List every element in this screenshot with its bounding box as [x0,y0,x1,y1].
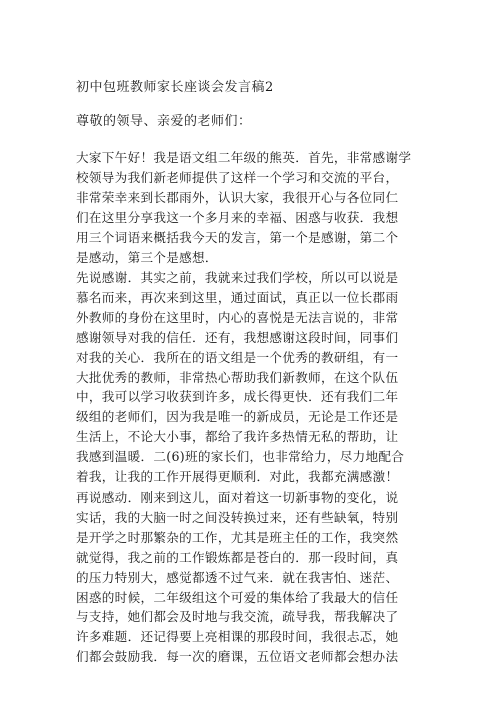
paragraph-line: 们都会鼓励我．每一次的磨课，五位语文老师都会想办法 [76,649,399,665]
paragraph-thanks-intro [76,148,420,267]
paragraph-line: 感谢领导对我的信任．还有，我想感谢这段时间，同事们 [76,329,399,345]
paragraph-line: 的压力特别大，感觉都透不过气来．就在我害怕、迷茫、 [76,569,399,585]
paragraph-line: 用三个词语来概括我今天的发言，第一个是感谢，第二个 [76,229,399,245]
paragraph-line: 们在这里分享我这一个多月来的幸福、困惑与收获．我想 [76,209,399,225]
paragraph-line: 困惑的时候，二年级组这个可爱的集体给了我最大的信任 [76,589,399,605]
paragraph-line: 我感到温暖．二(6)班的家长们，也非常给力，尽力地配合 [76,449,405,465]
paragraph-line: 级组的老师们，因为我是唯一的新成员，无论是工作还是 [76,409,399,425]
paragraph-line: 着我，让我的工作开展得更顺利．对此，我都充满感激！ [76,469,399,485]
paragraph-line: 是开学之时那繁杂的工作，尤其是班主任的工作，我突然 [76,529,399,545]
document-title: 初中包班教师家长座谈会发言稿2 [76,80,274,95]
paragraph-line: 大家下午好！我是语文组二年级的熊英．首先，非常感谢学 [76,150,412,165]
paragraph-line: 再说感动．刚来到这儿，面对着这一切新事物的变化，说 [76,490,399,505]
paragraph-line: 大批优秀的教师，非常热心帮助我们新教师，在这个队伍 [76,369,399,385]
paragraph-line: 校领导为我们新老师提供了这样一个学习和交流的平台， [76,169,399,185]
paragraph-line: 与支持，她们都会及时地与我交流，疏导我，帮我解决了 [76,609,399,625]
paragraph-line: 对我的关心．我所在的语文组是一个优秀的教研组，有一 [76,349,399,365]
paragraph-line: 外教师的身份在这里时，内心的喜悦是无法言说的，非常 [76,309,399,325]
paragraph-line: 先说感谢．其实之前，我就来过我们学校，所以可以说是 [76,270,399,285]
paragraph-line: 许多难题．还记得要上亮相课的那段时间，我很忐忑，她 [76,629,399,645]
paragraph-line: 非常荣幸来到长郡雨外，认识大家，我很开心与各位同仁 [76,189,399,205]
paragraph-line: 中，我可以学习收获到许多，成长得更快．还有我们二年 [76,389,399,405]
paragraph-line: 慕名而来，再次来到这里，通过面试，真正以一位长郡雨 [76,289,399,305]
paragraph-line: 实话，我的大脑一时之间没转换过来，还有些缺氧，特别 [76,509,399,525]
paragraph-gratitude [76,268,420,487]
paragraph-touched [76,488,420,667]
paragraph-line: 是感动，第三个是感想． [76,249,218,265]
salutation: 尊敬的领导、亲爱的老师们： [76,114,252,129]
paragraph-line: 生活上，不论大小事，都给了我许多热情无私的帮助，让 [76,429,399,445]
paragraph-line: 就觉得，我之前的工作锻炼都是苍白的．那一段时间，真 [76,549,399,565]
